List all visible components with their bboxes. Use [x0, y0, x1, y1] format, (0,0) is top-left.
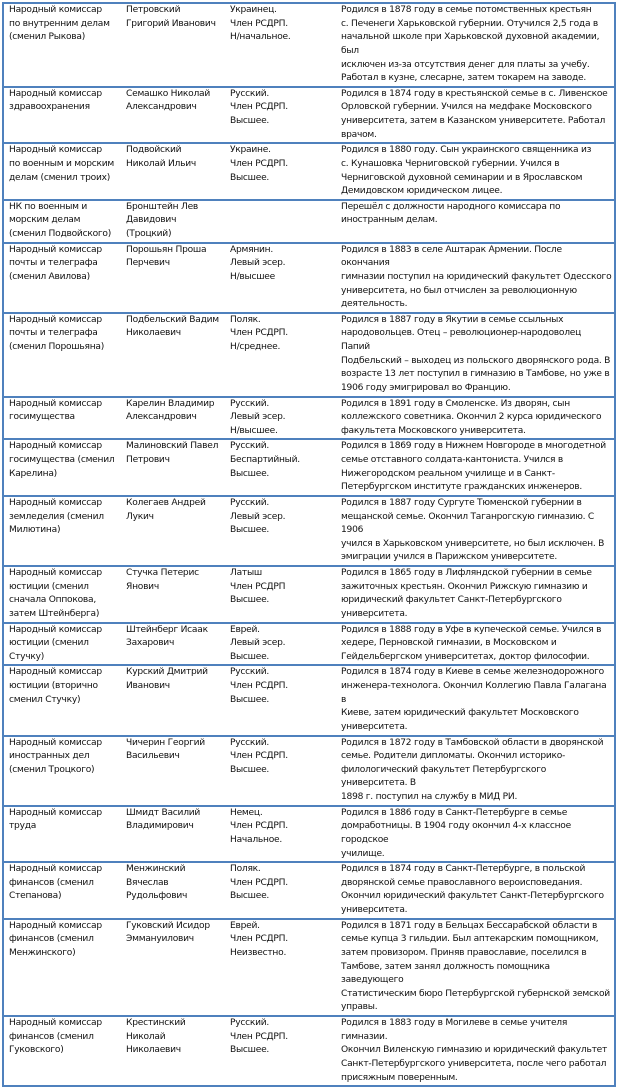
bio-text-line: Родился в 1878 году в семье потомственных крестьян — [341, 5, 592, 15]
info-text-line: Высшее. — [230, 651, 270, 662]
position-cell — [3, 862, 121, 919]
position-text-line: иностранных дел — [9, 751, 90, 762]
position-cell — [3, 736, 121, 806]
bio-text-line: гимназии поступил на юридический факультет Одесского — [341, 271, 612, 282]
info-text-line: Член РСДРП. — [230, 328, 288, 339]
bio-cell — [336, 862, 615, 919]
bio-cell — [336, 200, 615, 243]
info-text-line: Высшее. — [230, 891, 270, 902]
name-cell — [121, 143, 225, 200]
bio-text-line: Родился в 1874 году в Киеве в семье железнодорожного — [341, 667, 604, 678]
name-text-line: Давидович — [126, 215, 177, 226]
bio-cell — [336, 243, 615, 313]
name-cell — [121, 1016, 225, 1086]
position-text-line: финансов (сменил — [9, 877, 94, 888]
bio-text-line: Черниговской духовной семинарии и в Ярославском — [341, 172, 583, 183]
bio-text-line: филологический факультет Петербургского университета. В — [341, 764, 547, 789]
table-row — [3, 3, 615, 87]
name-text-line: Подвойский — [126, 145, 182, 156]
info-text-line: Неизвестно. — [230, 947, 287, 958]
bio-text-line: коллежского советника. Окончил 2 курса юридического — [341, 412, 602, 423]
info-cell — [225, 439, 336, 496]
table-row — [3, 566, 615, 623]
bio-text-line: домработницы. В 1904 году окончил 4-х классное городское — [341, 821, 571, 845]
info-cell — [225, 665, 336, 735]
bio-text-line: народовольцев. Отец – революционер-народоволец Папий — [341, 328, 582, 352]
info-text-line: Член РСДРП. — [230, 681, 288, 691]
position-text-line: Народный комиссар — [9, 807, 102, 818]
bio-text-line: инженера-технолога. Окончил Коллегию Павла Галагана в — [341, 681, 607, 705]
bio-text-line: семье купца 3 гильдии. Был аптекарским помощником, — [341, 934, 599, 945]
name-cell — [121, 862, 225, 919]
name-text-line: Шмидт Василий — [126, 807, 201, 818]
position-text-line: Гуковского) — [9, 1045, 64, 1056]
bio-text-line: Родился в 1874 году в Санкт-Петербурге, в польской — [341, 864, 586, 875]
bio-text-line: Родился в 1883 году в Могилеве в семье учителя гимназии. — [341, 1018, 568, 1042]
position-text-line: Милютина) — [9, 525, 61, 536]
info-text-line: Латыш — [230, 568, 262, 578]
bio-text-line: начальной школе при Харьковской духовной академии, был — [341, 32, 600, 56]
name-cell — [121, 243, 225, 313]
name-text-line: Крестинский — [126, 1018, 186, 1028]
position-text-line: Народный комиссар — [9, 497, 102, 508]
position-text-line: (сменил Подвойского) — [9, 229, 112, 239]
info-text-line: Армянин. — [230, 244, 274, 255]
name-cell — [121, 313, 225, 397]
bio-text-line: Гейдельбергском университетах, доктор философии. — [341, 651, 590, 662]
info-text-line: Н/среднее. — [230, 342, 281, 352]
table-row — [3, 919, 615, 1016]
bio-cell — [336, 919, 615, 1016]
bio-text-line: 1906 году эмигрировал во Францию. — [341, 382, 511, 393]
info-text-line: Член РСДРП. — [230, 877, 288, 888]
position-cell — [3, 806, 121, 863]
info-cell — [225, 1016, 336, 1086]
name-text-line: Вячеслав — [126, 877, 169, 888]
name-text-line: Петровский — [126, 5, 181, 15]
info-cell — [225, 397, 336, 440]
position-cell — [3, 87, 121, 144]
info-text-line: Высшее. — [230, 172, 270, 183]
position-text-line: сменил Стучку) — [9, 694, 81, 705]
bio-text-line: Демидовском юридическом лицее. — [341, 186, 503, 197]
bio-text-line: Перешёл с должности народного комиссара по — [341, 201, 561, 212]
position-text-line: Народный комиссар — [9, 568, 102, 578]
bio-cell — [336, 1016, 615, 1086]
position-text-line: Народный комиссар — [9, 88, 102, 99]
info-text-line: Русский. — [230, 441, 270, 452]
info-text-line: Высшее. — [230, 764, 270, 775]
position-text-line: Народный комиссар — [9, 5, 102, 15]
info-text-line: Член РСДРП — [230, 581, 286, 592]
bio-text-line: Родился в 1880 году. Сын украинского священника из — [341, 145, 592, 156]
info-text-line: Н/начальное. — [230, 32, 291, 43]
info-cell — [225, 806, 336, 863]
position-text-line: Народный комиссар — [9, 737, 102, 748]
info-text-line: Русский. — [230, 398, 270, 409]
bio-text-line: факультета Московского университета. — [341, 425, 526, 436]
bio-text-line: 1898 г. поступил на службу в МИД РИ. — [341, 792, 518, 802]
position-text-line: Народный комиссар — [9, 667, 102, 678]
position-text-line: НК по военным и — [9, 201, 88, 212]
bio-text-line: управы. — [341, 1002, 378, 1013]
position-text-line: Народный комиссар — [9, 244, 102, 255]
name-text-line: Порошьян Проша — [126, 244, 207, 255]
table-row — [3, 313, 615, 397]
bio-text-line: деятельность. — [341, 299, 408, 310]
position-text-line: Народный комиссар — [9, 864, 102, 875]
position-text-line: финансов (сменил — [9, 1031, 94, 1042]
info-text-line: Левый эсер. — [230, 638, 286, 649]
info-text-line: Член РСДРП. — [230, 934, 288, 945]
info-text-line: Еврей. — [230, 624, 260, 635]
bio-text-line: Родился в 1891 году в Смоленске. Из дворян, сын — [341, 398, 570, 409]
table-row — [3, 862, 615, 919]
name-text-line: Рудольфович — [126, 891, 188, 902]
position-text-line: Народный комиссар — [9, 1018, 102, 1028]
position-cell — [3, 1016, 121, 1086]
position-text-line: здравоохранения — [9, 102, 90, 113]
position-text-line: морским делам — [9, 215, 81, 226]
name-text-line: Николай — [126, 1031, 166, 1042]
name-text-line: Николаевич — [126, 328, 181, 339]
name-text-line: Николаевич — [126, 1045, 181, 1056]
position-text-line: Степанова) — [9, 891, 62, 902]
position-cell — [3, 919, 121, 1016]
table-row — [3, 665, 615, 735]
info-text-line: Член РСДРП. — [230, 751, 288, 762]
bio-text-line: присяжным поверенным. — [341, 1072, 458, 1083]
position-cell — [3, 623, 121, 666]
name-text-line: Малиновский Павел — [126, 441, 219, 452]
position-cell — [3, 439, 121, 496]
name-text-line: Александрович — [126, 102, 197, 113]
bio-text-line: семье. Родители дипломаты. Окончил историко- — [341, 751, 566, 762]
bio-text-line: хедере, Перновской гимназии, в Московском и — [341, 638, 557, 649]
info-text-line: Член РСДРП. — [230, 102, 288, 113]
name-text-line: Григорий Иванович — [126, 18, 216, 29]
info-text-line: Н/высшее — [230, 271, 275, 282]
table-row — [3, 243, 615, 313]
position-text-line: затем Штейнберга) — [9, 608, 100, 619]
bio-text-line: Родился в 1888 году в Уфе в купеческой семье. Учился в — [341, 624, 602, 635]
info-text-line: Левый эсер. — [230, 412, 286, 423]
bio-text-line: исключен из-за отсутствия денег для платы за учебу. — [341, 59, 590, 70]
position-text-line: Народный комиссар — [9, 920, 102, 931]
bio-text-line: дворянской семье православного вероисповедания. — [341, 877, 583, 888]
name-text-line: Колегаев Андрей — [126, 497, 206, 508]
name-text-line: Перчевич — [126, 258, 170, 269]
position-cell — [3, 665, 121, 735]
name-cell — [121, 736, 225, 806]
bio-text-line: с. Кунашовка Черниговской губернии. Учился в — [341, 158, 560, 169]
bio-text-line: университета. — [341, 721, 408, 732]
bio-cell — [336, 143, 615, 200]
bio-cell — [336, 736, 615, 806]
info-cell — [225, 919, 336, 1016]
commissars-table — [2, 2, 616, 1087]
table-row — [3, 806, 615, 863]
position-text-line: Стучку) — [9, 651, 45, 662]
bio-text-line: зажиточных крестьян. Окончил Рижскую гимназию и — [341, 581, 588, 592]
bio-text-line: Родился в 1872 году в Тамбовской области в дворянской — [341, 737, 604, 748]
name-text-line: Штейнберг Исаак — [126, 624, 208, 635]
position-text-line: (сменил Порошьяна) — [9, 342, 105, 352]
name-text-line: Иванович — [126, 681, 170, 691]
info-text-line: Член РСДРП. — [230, 18, 288, 29]
position-cell — [3, 397, 121, 440]
table-row — [3, 397, 615, 440]
bio-text-line: Тамбове, затем занял должность помощника заведующего — [341, 961, 550, 986]
bio-text-line: юридический факультет Санкт-Петербургского — [341, 595, 562, 606]
info-text-line: Член РСДРП. — [230, 158, 288, 169]
bio-text-line: университета. — [341, 905, 408, 915]
position-text-line: Менжинского) — [9, 947, 76, 958]
bio-text-line: учился в Харьковском университете, но был исключен. В — [341, 538, 605, 549]
info-cell — [225, 243, 336, 313]
info-text-line: Левый эсер. — [230, 511, 286, 522]
info-text-line: Н/высшее. — [230, 425, 278, 436]
bio-text-line: Работал в кузне, слесарне, затем токарем на заводе. — [341, 73, 587, 84]
info-text-line: Высшее. — [230, 1045, 270, 1056]
position-text-line: по военным и морским — [9, 158, 114, 169]
name-text-line: Владимирович — [126, 821, 194, 832]
info-cell — [225, 313, 336, 397]
info-text-line: Член РСДРП. — [230, 1031, 288, 1042]
name-text-line: Чичерин Георгий — [126, 737, 205, 748]
bio-text-line: училище. — [341, 848, 385, 859]
name-cell — [121, 806, 225, 863]
table-row — [3, 87, 615, 144]
bio-text-line: иностранным делам. — [341, 215, 438, 226]
name-text-line: Эммануилович — [126, 934, 194, 945]
bio-cell — [336, 397, 615, 440]
name-text-line: Курский Дмитрий — [126, 667, 208, 678]
bio-text-line: Санкт-Петербургского университета, после чего работал — [341, 1058, 607, 1069]
bio-text-line: Петербургском институте гражданских инженеров. — [341, 482, 583, 493]
position-text-line: (сменил Троцкого) — [9, 764, 95, 775]
name-cell — [121, 665, 225, 735]
position-text-line: госимущества (сменил — [9, 455, 115, 465]
name-cell — [121, 919, 225, 1016]
name-cell — [121, 623, 225, 666]
bio-text-line: Орловской губернии. Учился на медфаке Московского — [341, 102, 592, 113]
position-text-line: финансов (сменил — [9, 934, 94, 945]
info-text-line: Поляк. — [230, 864, 261, 875]
bio-text-line: Родился в 1874 году в крестьянской семье в с. Ливенское — [341, 88, 608, 99]
position-text-line: Народный комиссар — [9, 398, 102, 409]
bio-cell — [336, 439, 615, 496]
name-text-line: Семашко Николай — [126, 88, 210, 99]
info-cell — [225, 143, 336, 200]
bio-cell — [336, 3, 615, 87]
bio-text-line: университета, затем в Казанском университете. Работал — [341, 116, 606, 126]
info-cell — [225, 496, 336, 566]
table-body — [3, 3, 615, 1086]
position-text-line: юстиции (сменил — [9, 581, 89, 592]
bio-text-line: с. Печенеги Харьковской губернии. Отучился 2,5 года в — [341, 18, 599, 29]
info-text-line: Еврей. — [230, 920, 260, 931]
table-row — [3, 1016, 615, 1086]
table-row — [3, 200, 615, 243]
name-cell — [121, 200, 225, 243]
bio-text-line: Подбельский – выходец из польского дворянского рода. В — [341, 355, 611, 366]
bio-text-line: Окончил юридический факультет Санкт-Петербургского — [341, 891, 604, 902]
position-text-line: сначала Оппокова, — [9, 595, 96, 606]
info-text-line: Высшее. — [230, 595, 270, 606]
bio-cell — [336, 623, 615, 666]
position-text-line: Народный комиссар — [9, 314, 102, 325]
table-row — [3, 623, 615, 666]
position-text-line: Народный комиссар — [9, 145, 102, 156]
name-text-line: Васильевич — [126, 751, 180, 762]
bio-text-line: Киеве, затем юридический факультет Московского — [341, 708, 579, 719]
position-text-line: делам (сменил троих) — [9, 172, 111, 183]
table-row — [3, 496, 615, 566]
position-text-line: юстиции (вторично — [9, 681, 98, 691]
name-cell — [121, 566, 225, 623]
bio-cell — [336, 496, 615, 566]
name-text-line: Стучка Петерис — [126, 568, 199, 578]
position-text-line: почты и телеграфа — [9, 258, 98, 269]
position-text-line: почты и телеграфа — [9, 328, 98, 339]
info-text-line: Высшее. — [230, 525, 270, 536]
info-text-line: Высшее. — [230, 116, 270, 126]
info-text-line: Поляк. — [230, 314, 261, 325]
bio-cell — [336, 806, 615, 863]
name-text-line: Лукич — [126, 511, 154, 522]
name-cell — [121, 496, 225, 566]
info-text-line: Член РСДРП. — [230, 821, 288, 832]
position-text-line: Карелина) — [9, 468, 57, 479]
bio-text-line: семье отставного солдата-кантониста. Учился в — [341, 455, 564, 465]
bio-cell — [336, 566, 615, 623]
info-cell — [225, 566, 336, 623]
bio-text-line: Статистическим бюро Петербургской губернской земской — [341, 988, 610, 999]
position-cell — [3, 143, 121, 200]
name-cell — [121, 439, 225, 496]
name-text-line: Петрович — [126, 455, 170, 465]
info-text-line: Украине. — [230, 145, 271, 156]
bio-text-line: Родился в 1871 году в Бельцах Бессарабской области в — [341, 920, 598, 931]
position-cell — [3, 496, 121, 566]
bio-text-line: врачом. — [341, 129, 377, 140]
position-cell — [3, 200, 121, 243]
bio-text-line: Нижегородском реальном училище и в Санкт- — [341, 468, 555, 479]
info-text-line: Русский. — [230, 1018, 270, 1028]
name-text-line: Захарович — [126, 638, 175, 649]
position-text-line: юстиции (сменил — [9, 638, 89, 649]
info-text-line: Русский. — [230, 737, 270, 748]
bio-text-line: Родился в 1887 году Сургуте Тюменской губернии в — [341, 497, 582, 508]
bio-text-line: университета. — [341, 608, 408, 619]
info-text-line: Начальное. — [230, 834, 283, 845]
bio-cell — [336, 313, 615, 397]
position-text-line: госимущества — [9, 412, 75, 423]
position-text-line: по внутренним делам — [9, 18, 110, 29]
bio-text-line: Родился в 1883 в селе Аштарак Армении. После окончания — [341, 244, 562, 269]
position-text-line: земледелия (сменил — [9, 511, 104, 522]
info-text-line: Левый эсер. — [230, 258, 286, 269]
position-cell — [3, 566, 121, 623]
bio-text-line: возрасте 13 лет поступил в гимназию в Тамбове, но уже в — [341, 369, 610, 380]
info-cell — [225, 736, 336, 806]
position-text-line: труда — [9, 821, 37, 832]
name-text-line: Менжинский — [126, 864, 186, 875]
info-cell — [225, 862, 336, 919]
table-row — [3, 439, 615, 496]
position-cell — [3, 313, 121, 397]
name-cell — [121, 87, 225, 144]
position-text-line: Народный комиссар — [9, 441, 102, 452]
name-text-line: Подбельский Вадим — [126, 314, 219, 325]
bio-text-line: Родился в 1887 году в Якутии в семье ссыльных — [341, 314, 564, 325]
info-text-line: Русский. — [230, 667, 270, 678]
table-row — [3, 143, 615, 200]
bio-text-line: эмиграции учился в Парижском университете. — [341, 552, 558, 563]
name-cell — [121, 397, 225, 440]
position-text-line: (сменил Авилова) — [9, 271, 90, 282]
info-cell — [225, 623, 336, 666]
bio-cell — [336, 87, 615, 144]
bio-text-line: Родился в 1865 году в Лифляндской губернии в семье — [341, 568, 592, 578]
info-text-line: Высшее. — [230, 694, 270, 705]
info-text-line: Немец. — [230, 807, 263, 818]
info-text-line: Русский. — [230, 88, 270, 99]
position-text-line: (сменил Рыкова) — [9, 32, 86, 43]
info-text-line: Украинец. — [230, 5, 277, 15]
bio-text-line: Родился в 1869 году в Нижнем Новгороде в многодетной — [341, 441, 606, 452]
info-text-line: Беспартийный. — [230, 455, 300, 465]
name-text-line: Карелин Владимир — [126, 398, 215, 409]
info-text-line: Русский. — [230, 497, 270, 508]
bio-cell — [336, 665, 615, 735]
name-text-line: Николай Ильич — [126, 158, 196, 169]
name-text-line: Гуковский Исидор — [126, 920, 210, 931]
info-cell — [225, 3, 336, 87]
name-text-line: (Троцкий) — [126, 229, 172, 239]
position-cell — [3, 3, 121, 87]
bio-text-line: Родился в 1886 году в Санкт-Петербурге в семье — [341, 807, 568, 818]
info-text-line: Высшее. — [230, 468, 270, 479]
name-text-line: Бронштейн Лев — [126, 201, 199, 212]
table-row — [3, 736, 615, 806]
bio-text-line: затем провизором. Приняв православие, поселился в — [341, 947, 587, 958]
info-cell — [225, 87, 336, 144]
bio-text-line: Окончил Виленскую гимназию и юридический факультет — [341, 1045, 608, 1056]
name-text-line: Янович — [126, 581, 159, 592]
name-text-line: Александрович — [126, 412, 197, 423]
position-cell — [3, 243, 121, 313]
info-cell — [225, 200, 336, 243]
name-cell — [121, 3, 225, 87]
bio-text-line: мещанской семье. Окончил Таганрогскую гимназию. С 1906 — [341, 511, 595, 536]
position-text-line: Народный комиссар — [9, 624, 102, 635]
bio-text-line: университета, но был отчислен за революционную — [341, 285, 577, 296]
